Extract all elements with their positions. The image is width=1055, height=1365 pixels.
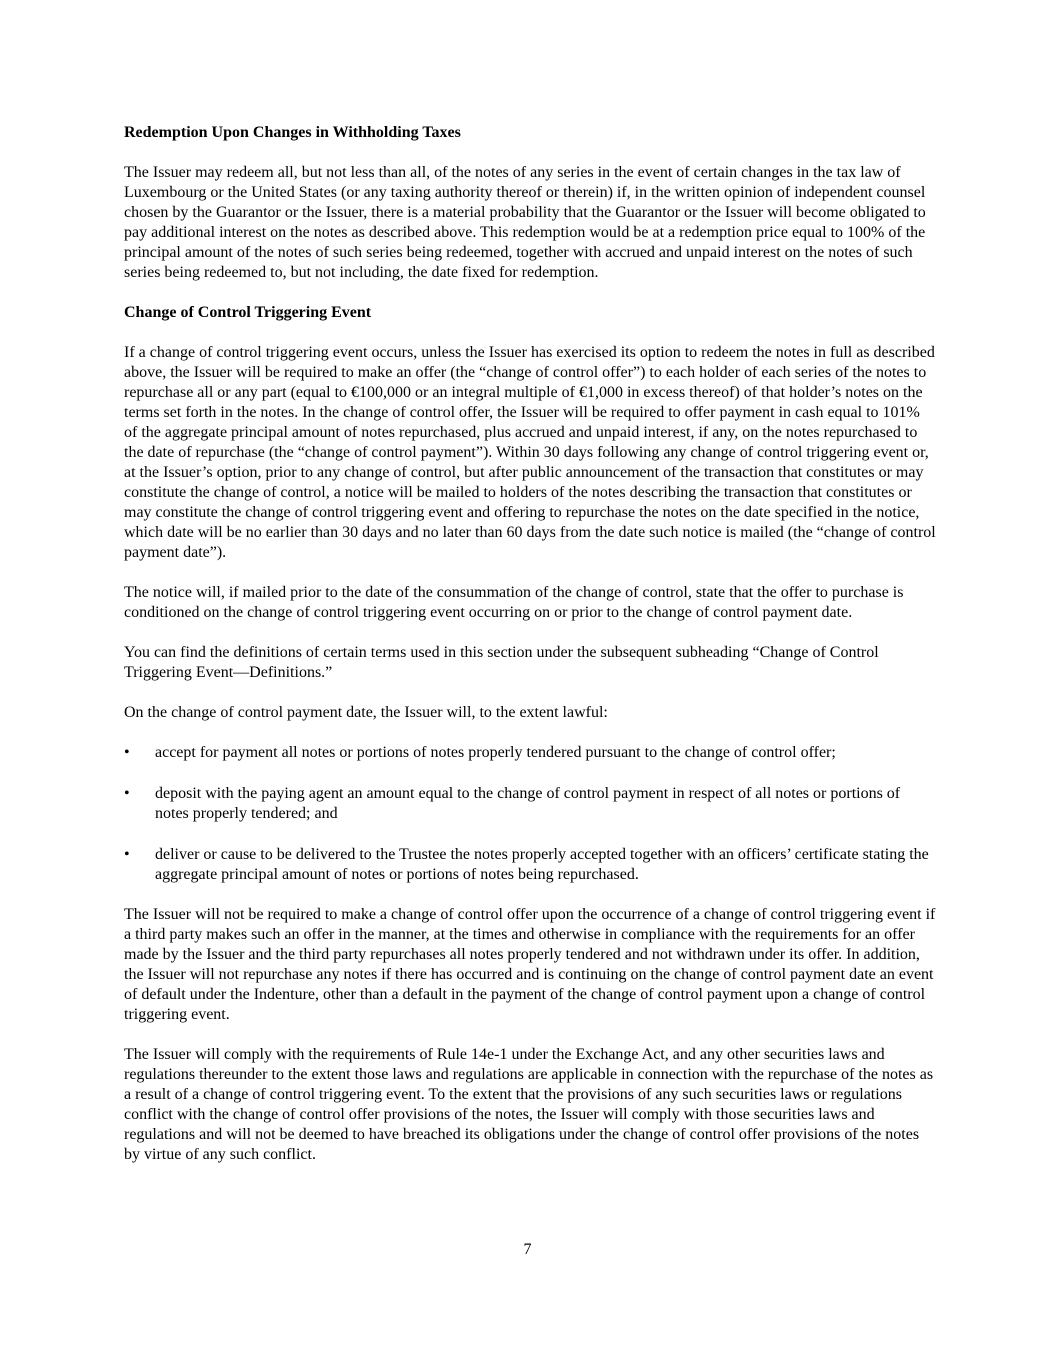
paragraph-change-of-control-offer: If a change of control triggering event occurs, unless the Issuer has exercised its option to redeem the notes in full as described above, the Issuer will be required to make an offer (the “change of control offer”) to each holder of each series of the notes to repurchase all or any part (equal to €100,000 or an integral multiple of €1,000 in excess thereof) of that holder’s notes on the terms set forth in the notes. In the change of control offer, the Issuer will be required to offer payment in cash equal to 101% of the aggregate principal amount of notes repurchased, plus accrued and unpaid interest, if any, on the notes repurchased to the date of repurchase (the “change of control payment”). Within 30 days following any change of control triggering event or, at the Issuer’s option, prior to any change of control, but after public announcement of the transaction that constitutes or may constitute the change of control, a notice will be mailed to holders of the notes describing the transaction that constitutes or may constitute the change of control triggering event and offering to repurchase the notes on the date specified in the notice, which date will be no earlier than 30 days and no later than 60 days from the date such notice is mailed (the “change of control payment date”). bbox=[124, 344, 936, 561]
document-page bbox=[124, 123, 936, 1185]
paragraph-notice-conditions: The notice will, if mailed prior to the date of the consummation of the change of control, state that the offer to purchase is conditioned on the change of control triggering event occurring on or prior to the change of control payment date. bbox=[124, 584, 904, 621]
list-item-text: deposit with the paying agent an amount equal to the change of control payment in respect of all notes or portions of notes properly tendered; and bbox=[155, 785, 901, 822]
list-item-text: deliver or cause to be delivered to the Trustee the notes properly accepted together with an officers’ certificate stating the aggregate principal amount of notes or portions of notes being repurchased. bbox=[155, 846, 929, 883]
section-heading-withholding-taxes: Redemption Upon Changes in Withholding Taxes bbox=[124, 124, 461, 141]
paragraph-definitions-reference: You can find the definitions of certain terms used in this section under the subsequent subheading “Change of Control Triggering Event—Definitions.” bbox=[124, 644, 879, 681]
list-item bbox=[124, 845, 936, 885]
payment-date-obligations-list bbox=[124, 743, 936, 885]
bullet-icon: • bbox=[124, 785, 130, 802]
list-item-text: accept for payment all notes or portions of notes properly tendered pursuant to the change of control offer; bbox=[155, 744, 836, 761]
bullet-icon: • bbox=[124, 846, 130, 863]
paragraph-withholding-taxes: The Issuer may redeem all, but not less than all, of the notes of any series in the event of certain changes in the tax law of Luxembourg or the United States (or any taxing authority thereof or therein) if, in the written opinion of independent counsel chosen by the Guarantor or the Issuer, there is a material probability that the Guarantor or the Issuer will become obligated to pay additional interest on the notes as described above. This redemption would be at a redemption price equal to 100% of the principal amount of the notes of such series being redeemed, together with accrued and unpaid interest on the notes of such series being redeemed to, but not including, the date fixed for redemption. bbox=[124, 164, 926, 281]
list-item bbox=[124, 743, 936, 763]
bullet-icon: • bbox=[124, 744, 130, 761]
list-item bbox=[124, 784, 936, 824]
paragraph-third-party-offer: The Issuer will not be required to make a change of control offer upon the occurrence of a change of control triggering event if a third party makes such an offer in the manner, at the times and otherwise in compliance with the requirements for an offer made by the Issuer and the third party repurchases all notes properly tendered and not withdrawn under its offer. In addition, the Issuer will not repurchase any notes if there has occurred and is continuing on the change of control payment date an event of default under the Indenture, other than a default in the payment of the change of control payment upon a change of control triggering event. bbox=[124, 906, 936, 1023]
paragraph-payment-date-intro: On the change of control payment date, the Issuer will, to the extent lawful: bbox=[124, 704, 608, 721]
section-heading-change-of-control: Change of Control Triggering Event bbox=[124, 304, 372, 321]
page-number: 7 bbox=[523, 1241, 532, 1258]
paragraph-rule-14e-1-compliance: The Issuer will comply with the requirements of Rule 14e-1 under the Exchange Act, and any other securities laws and regulations thereunder to the extent those laws and regulations are applicable in connection with the repurchase of the notes as a result of a change of control triggering event. To the extent that the provisions of any such securities laws or regulations conflict with the change of control offer provisions of the notes, the Issuer will comply with those securities laws and regulations and will not be deemed to have breached its obligations under the change of control offer provisions of the notes by virtue of any such conflict. bbox=[124, 1046, 934, 1163]
